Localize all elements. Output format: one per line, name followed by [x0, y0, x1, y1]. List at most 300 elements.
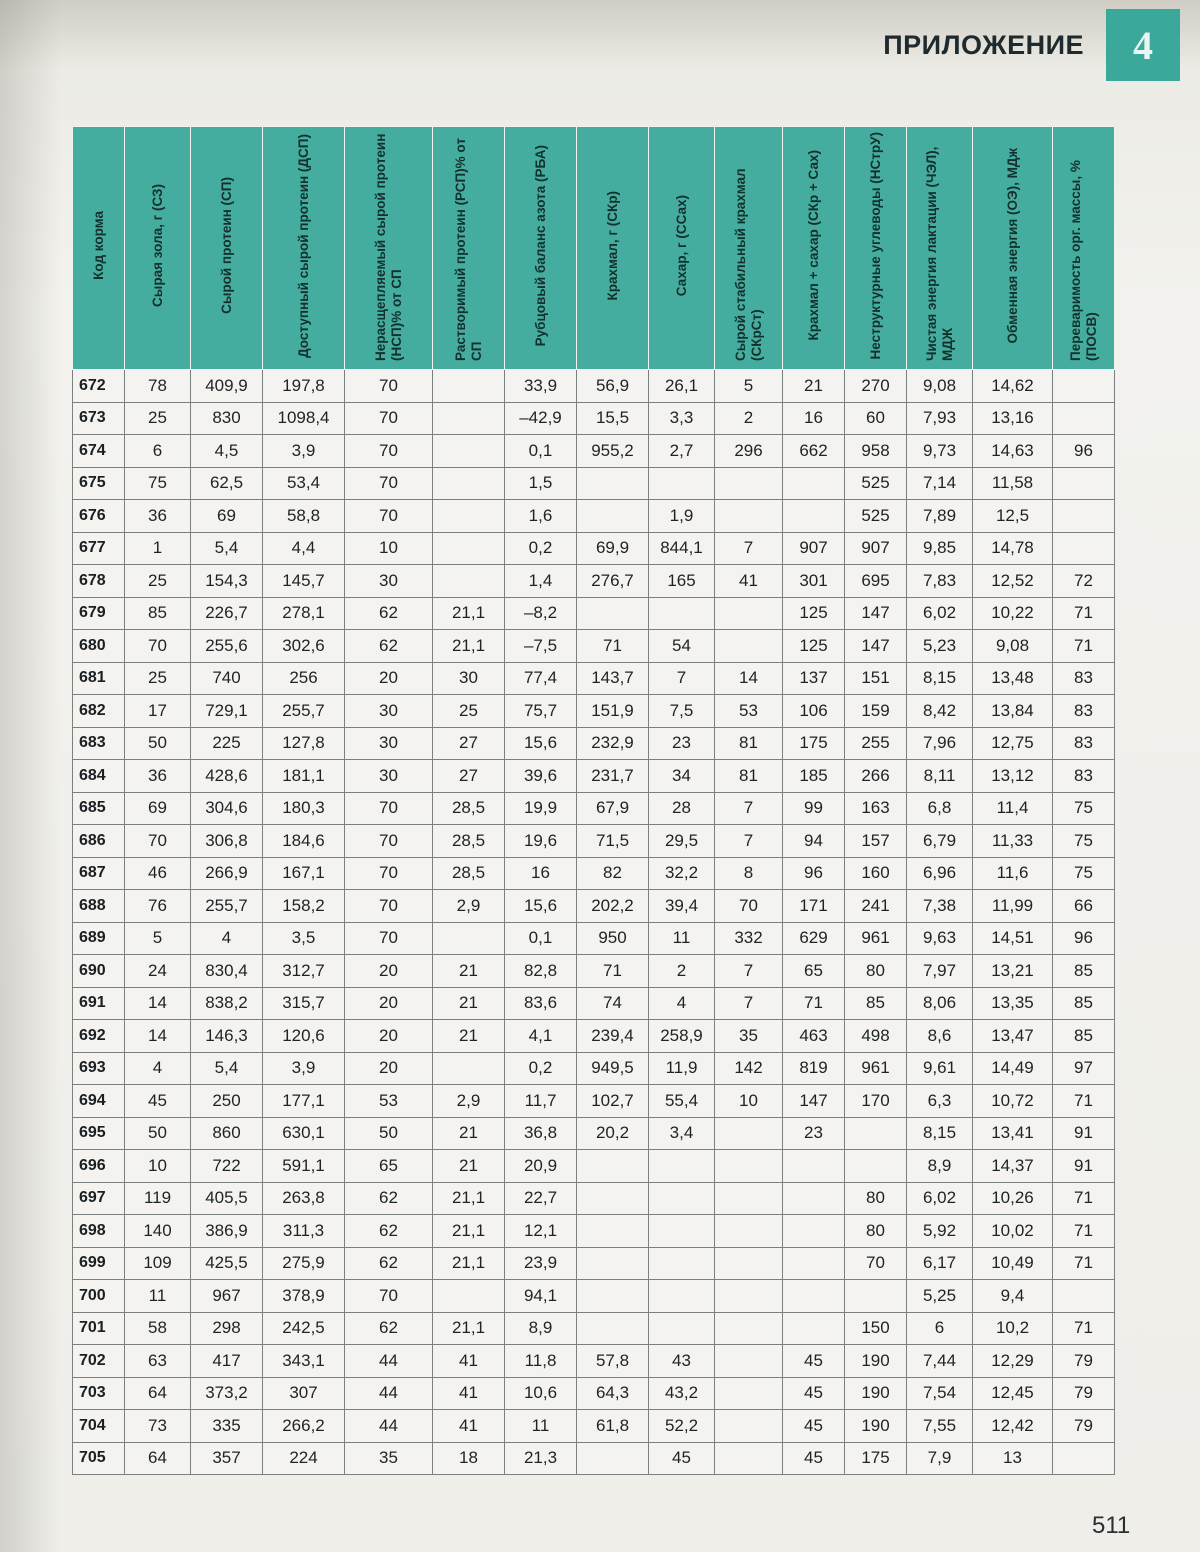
- table-cell: 91: [1053, 1150, 1115, 1183]
- table-cell: 525: [845, 500, 907, 533]
- table-cell: 844,1: [649, 532, 715, 565]
- feed-code-cell: 677: [73, 532, 125, 565]
- table-cell: [1053, 500, 1115, 533]
- table-cell: [577, 1150, 649, 1183]
- table-cell: 263,8: [263, 1182, 345, 1215]
- table-cell: 70: [345, 825, 433, 858]
- table-cell: 67,9: [577, 792, 649, 825]
- table-cell: 8,15: [907, 662, 973, 695]
- table-cell: 332: [715, 922, 783, 955]
- column-header: [577, 127, 649, 370]
- table-cell: 0,1: [505, 435, 577, 468]
- table-cell: 30: [433, 662, 505, 695]
- table-cell: 17: [125, 695, 191, 728]
- table-cell: 729,1: [191, 695, 263, 728]
- table-cell: 20: [345, 1052, 433, 1085]
- column-header-label: Доступный сырой протеин (ДСП): [295, 133, 311, 358]
- table-cell: 11: [505, 1410, 577, 1443]
- table-cell: 819: [783, 1052, 845, 1085]
- table-cell: [715, 1345, 783, 1378]
- table-cell: 71: [577, 630, 649, 663]
- table-cell: 19,9: [505, 792, 577, 825]
- column-header: [345, 127, 433, 370]
- table-cell: 50: [345, 1117, 433, 1150]
- table-cell: 76: [125, 890, 191, 923]
- table-cell: [577, 597, 649, 630]
- table-cell: 7,54: [907, 1377, 973, 1410]
- table-cell: 30: [345, 727, 433, 760]
- table-cell: 3,9: [263, 435, 345, 468]
- column-header: [649, 127, 715, 370]
- table-cell: 20: [345, 1020, 433, 1053]
- table-cell: 25: [433, 695, 505, 728]
- feed-code-cell: 688: [73, 890, 125, 923]
- table-cell: 137: [783, 662, 845, 695]
- table-cell: 83,6: [505, 987, 577, 1020]
- table-cell: 75: [1053, 825, 1115, 858]
- table-cell: 270: [845, 370, 907, 403]
- table-cell: 58,8: [263, 500, 345, 533]
- table-cell: 171: [783, 890, 845, 923]
- feed-code-cell: 698: [73, 1215, 125, 1248]
- table-cell: 165: [649, 565, 715, 598]
- table-cell: 21: [433, 1150, 505, 1183]
- table-cell: 8,11: [907, 760, 973, 793]
- table-cell: 10,22: [973, 597, 1053, 630]
- table-cell: 97: [1053, 1052, 1115, 1085]
- table-cell: 21: [783, 370, 845, 403]
- table-cell: [783, 1280, 845, 1313]
- table-cell: 7,83: [907, 565, 973, 598]
- table-cell: 45: [783, 1442, 845, 1475]
- table-cell: 11,33: [973, 825, 1053, 858]
- table-cell: 28,5: [433, 792, 505, 825]
- table-cell: 3,5: [263, 922, 345, 955]
- table-cell: 55,4: [649, 1085, 715, 1118]
- table-cell: 79: [1053, 1345, 1115, 1378]
- feed-code-cell: 684: [73, 760, 125, 793]
- table-cell: 66: [1053, 890, 1115, 923]
- table-cell: 140: [125, 1215, 191, 1248]
- table-cell: 2,9: [433, 1085, 505, 1118]
- table-cell: 302,6: [263, 630, 345, 663]
- table-cell: [783, 1182, 845, 1215]
- feed-code-cell: 694: [73, 1085, 125, 1118]
- table-cell: 28,5: [433, 825, 505, 858]
- table-cell: 7: [649, 662, 715, 695]
- table-cell: 143,7: [577, 662, 649, 695]
- table-cell: 425,5: [191, 1247, 263, 1280]
- table-cell: 13,16: [973, 402, 1053, 435]
- table-cell: 8,15: [907, 1117, 973, 1150]
- table-cell: 224: [263, 1442, 345, 1475]
- table-cell: 151,9: [577, 695, 649, 728]
- table-cell: 312,7: [263, 955, 345, 988]
- table-cell: 21,1: [433, 597, 505, 630]
- table-cell: 2: [649, 955, 715, 988]
- table-cell: 85: [125, 597, 191, 630]
- table-cell: 961: [845, 922, 907, 955]
- table-cell: 96: [783, 857, 845, 890]
- table-cell: 298: [191, 1312, 263, 1345]
- table-cell: 41: [715, 565, 783, 598]
- table-cell: 21: [433, 1117, 505, 1150]
- table-cell: 9,08: [907, 370, 973, 403]
- table-cell: 6,8: [907, 792, 973, 825]
- table-row: [73, 987, 1115, 1020]
- table-cell: 7: [715, 792, 783, 825]
- table-cell: 373,2: [191, 1377, 263, 1410]
- table-cell: [433, 402, 505, 435]
- table-cell: 830,4: [191, 955, 263, 988]
- table-cell: [1053, 402, 1115, 435]
- table-cell: 6: [907, 1312, 973, 1345]
- table-cell: 80: [845, 1182, 907, 1215]
- table-cell: 71: [1053, 630, 1115, 663]
- table-cell: 417: [191, 1345, 263, 1378]
- table-cell: 20: [345, 662, 433, 695]
- table-cell: 1,6: [505, 500, 577, 533]
- column-header-label: Переваримость орг. массы, % (ПОСВ): [1067, 159, 1099, 361]
- table-cell: 11,6: [973, 857, 1053, 890]
- table-row: [73, 1312, 1115, 1345]
- table-row: [73, 1052, 1115, 1085]
- table-cell: 255,7: [263, 695, 345, 728]
- table-cell: [715, 500, 783, 533]
- table-cell: 190: [845, 1377, 907, 1410]
- table-cell: 180,3: [263, 792, 345, 825]
- table-cell: 12,52: [973, 565, 1053, 598]
- table-cell: [715, 630, 783, 663]
- table-cell: 32,2: [649, 857, 715, 890]
- table-cell: 4: [649, 987, 715, 1020]
- table-cell: [577, 1182, 649, 1215]
- table-cell: 109: [125, 1247, 191, 1280]
- table-cell: 70: [345, 1280, 433, 1313]
- table-cell: 22,7: [505, 1182, 577, 1215]
- table-cell: [845, 1150, 907, 1183]
- table-cell: 463: [783, 1020, 845, 1053]
- table-cell: 15,6: [505, 890, 577, 923]
- table-cell: 61,8: [577, 1410, 649, 1443]
- table-cell: 175: [783, 727, 845, 760]
- table-row: [73, 1345, 1115, 1378]
- table-cell: 71: [783, 987, 845, 1020]
- table-cell: –42,9: [505, 402, 577, 435]
- feed-code-cell: 675: [73, 467, 125, 500]
- table-cell: 39,4: [649, 890, 715, 923]
- column-header: [1053, 127, 1115, 370]
- table-cell: 70: [345, 890, 433, 923]
- table-cell: 71: [1053, 597, 1115, 630]
- table-cell: 14,49: [973, 1052, 1053, 1085]
- table-cell: 5,25: [907, 1280, 973, 1313]
- table-cell: [783, 500, 845, 533]
- table-cell: 232,9: [577, 727, 649, 760]
- table-cell: 163: [845, 792, 907, 825]
- table-cell: 9,61: [907, 1052, 973, 1085]
- table-cell: 53: [715, 695, 783, 728]
- table-cell: 43,2: [649, 1377, 715, 1410]
- table-cell: [649, 597, 715, 630]
- table-cell: 278,1: [263, 597, 345, 630]
- table-cell: 8,9: [907, 1150, 973, 1183]
- table-cell: 62: [345, 1215, 433, 1248]
- table-cell: 25: [125, 662, 191, 695]
- table-cell: 39,6: [505, 760, 577, 793]
- table-cell: 275,9: [263, 1247, 345, 1280]
- table-cell: 70: [345, 922, 433, 955]
- feed-table-container: [72, 126, 1114, 1475]
- table-cell: 79: [1053, 1377, 1115, 1410]
- table-row: [73, 1215, 1115, 1248]
- table-cell: [715, 1442, 783, 1475]
- table-cell: 53,4: [263, 467, 345, 500]
- table-cell: 4,5: [191, 435, 263, 468]
- table-cell: 41: [433, 1377, 505, 1410]
- feed-code-cell: 678: [73, 565, 125, 598]
- table-cell: 307: [263, 1377, 345, 1410]
- table-cell: 662: [783, 435, 845, 468]
- table-cell: 69: [125, 792, 191, 825]
- table-cell: [649, 1280, 715, 1313]
- table-cell: 64: [125, 1377, 191, 1410]
- table-cell: 80: [845, 955, 907, 988]
- table-header: [73, 127, 1115, 370]
- table-cell: [577, 1442, 649, 1475]
- table-cell: 955,2: [577, 435, 649, 468]
- feed-code-cell: 705: [73, 1442, 125, 1475]
- table-cell: [1053, 467, 1115, 500]
- column-header-label: Нерасщепляемый сырой протеин (НСП)% от СП: [372, 133, 404, 361]
- table-cell: 33,9: [505, 370, 577, 403]
- column-header-label: Код корма: [90, 211, 106, 280]
- table-cell: 14,63: [973, 435, 1053, 468]
- feed-code-cell: 699: [73, 1247, 125, 1280]
- table-cell: [433, 467, 505, 500]
- table-cell: 77,4: [505, 662, 577, 695]
- table-cell: 75,7: [505, 695, 577, 728]
- table-cell: 157: [845, 825, 907, 858]
- table-cell: 630,1: [263, 1117, 345, 1150]
- table-cell: 6,02: [907, 597, 973, 630]
- table-cell: 7,93: [907, 402, 973, 435]
- table-cell: 71: [1053, 1085, 1115, 1118]
- table-row: [73, 1020, 1115, 1053]
- column-header-label: Рубцовый баланс азота (РБА): [532, 144, 548, 347]
- table-cell: 7: [715, 532, 783, 565]
- table-cell: 45: [783, 1345, 845, 1378]
- table-cell: 6,96: [907, 857, 973, 890]
- table-cell: 69: [191, 500, 263, 533]
- table-cell: 11,99: [973, 890, 1053, 923]
- table-cell: [715, 1150, 783, 1183]
- table-cell: 4,4: [263, 532, 345, 565]
- table-cell: 197,8: [263, 370, 345, 403]
- table-cell: 907: [783, 532, 845, 565]
- table-cell: [715, 1247, 783, 1280]
- table-cell: [1053, 1442, 1115, 1475]
- table-cell: 3,4: [649, 1117, 715, 1150]
- table-cell: 52,2: [649, 1410, 715, 1443]
- table-row: [73, 1085, 1115, 1118]
- table-cell: 5,4: [191, 1052, 263, 1085]
- table-cell: 2: [715, 402, 783, 435]
- table-cell: 28,5: [433, 857, 505, 890]
- table-cell: 255,7: [191, 890, 263, 923]
- table-cell: 961: [845, 1052, 907, 1085]
- table-cell: 64: [125, 1442, 191, 1475]
- table-cell: 498: [845, 1020, 907, 1053]
- table-cell: 62: [345, 630, 433, 663]
- column-header-label: Чистая энергия лактации (ЧЭЛ), МДЖ: [923, 146, 955, 361]
- table-cell: 10: [345, 532, 433, 565]
- feed-code-cell: 701: [73, 1312, 125, 1345]
- table-cell: [649, 1150, 715, 1183]
- table-cell: 62: [345, 1312, 433, 1345]
- table-cell: 6,17: [907, 1247, 973, 1280]
- table-row: [73, 1442, 1115, 1475]
- table-row: [73, 857, 1115, 890]
- table-cell: 23: [783, 1117, 845, 1150]
- table-cell: 159: [845, 695, 907, 728]
- table-cell: 306,8: [191, 825, 263, 858]
- table-cell: 125: [783, 597, 845, 630]
- table-cell: 315,7: [263, 987, 345, 1020]
- table-cell: 11,4: [973, 792, 1053, 825]
- table-cell: 62: [345, 1182, 433, 1215]
- feed-code-cell: 680: [73, 630, 125, 663]
- column-header-label: Сырой протеин (СП): [218, 177, 234, 314]
- table-cell: 0,2: [505, 1052, 577, 1085]
- table-row: [73, 890, 1115, 923]
- table-cell: 20: [345, 955, 433, 988]
- table-cell: 629: [783, 922, 845, 955]
- table-cell: [1053, 370, 1115, 403]
- table-cell: 10: [125, 1150, 191, 1183]
- column-header: [973, 127, 1053, 370]
- column-header-label: Неструктурные углеводы (НСтрУ): [867, 131, 883, 360]
- table-cell: [715, 1215, 783, 1248]
- feed-code-cell: 681: [73, 662, 125, 695]
- table-cell: 58: [125, 1312, 191, 1345]
- table-cell: 71: [577, 955, 649, 988]
- table-cell: 14,78: [973, 532, 1053, 565]
- feed-code-cell: 697: [73, 1182, 125, 1215]
- table-cell: 175: [845, 1442, 907, 1475]
- table-cell: 1: [125, 532, 191, 565]
- table-cell: 80: [845, 1215, 907, 1248]
- table-cell: 7,9: [907, 1442, 973, 1475]
- table-cell: 296: [715, 435, 783, 468]
- table-cell: 71,5: [577, 825, 649, 858]
- table-cell: 9,85: [907, 532, 973, 565]
- table-cell: 72: [1053, 565, 1115, 598]
- table-cell: 0,1: [505, 922, 577, 955]
- feed-code-cell: 672: [73, 370, 125, 403]
- table-cell: 11: [649, 922, 715, 955]
- table-cell: 5,92: [907, 1215, 973, 1248]
- table-cell: 81: [715, 760, 783, 793]
- table-cell: 15,6: [505, 727, 577, 760]
- table-cell: 4: [191, 922, 263, 955]
- column-header: [715, 127, 783, 370]
- table-row: [73, 662, 1115, 695]
- table-cell: 94,1: [505, 1280, 577, 1313]
- table-cell: [577, 1280, 649, 1313]
- table-cell: 13,12: [973, 760, 1053, 793]
- table-cell: 591,1: [263, 1150, 345, 1183]
- feed-code-cell: 702: [73, 1345, 125, 1378]
- table-cell: 85: [845, 987, 907, 1020]
- table-cell: 6,3: [907, 1085, 973, 1118]
- table-cell: 3,3: [649, 402, 715, 435]
- table-cell: 10,26: [973, 1182, 1053, 1215]
- table-cell: 14,37: [973, 1150, 1053, 1183]
- column-header: [783, 127, 845, 370]
- table-cell: 7: [715, 825, 783, 858]
- table-cell: 62,5: [191, 467, 263, 500]
- table-cell: 18: [433, 1442, 505, 1475]
- column-header: [125, 127, 191, 370]
- column-header-label: Растворимый протеин (РСП)% от СП: [452, 137, 484, 361]
- table-cell: [715, 1410, 783, 1443]
- table-cell: [1053, 1280, 1115, 1313]
- table-cell: [433, 565, 505, 598]
- feed-code-cell: 695: [73, 1117, 125, 1150]
- table-cell: 11,8: [505, 1345, 577, 1378]
- column-header-label: Сырой стабильный крахмал (СКрСт): [732, 167, 764, 361]
- feed-code-cell: 693: [73, 1052, 125, 1085]
- table-cell: 7,44: [907, 1345, 973, 1378]
- table-cell: [845, 1117, 907, 1150]
- table-cell: 53: [345, 1085, 433, 1118]
- table-cell: 241: [845, 890, 907, 923]
- table-cell: 14: [125, 987, 191, 1020]
- table-cell: [649, 467, 715, 500]
- table-cell: 71: [1053, 1215, 1115, 1248]
- table-cell: 4,1: [505, 1020, 577, 1053]
- feed-code-cell: 703: [73, 1377, 125, 1410]
- feed-code-cell: 676: [73, 500, 125, 533]
- table-cell: 7: [715, 955, 783, 988]
- table-cell: 13,48: [973, 662, 1053, 695]
- table-cell: 21,3: [505, 1442, 577, 1475]
- table-cell: 7,89: [907, 500, 973, 533]
- table-cell: 8,42: [907, 695, 973, 728]
- table-cell: 7,14: [907, 467, 973, 500]
- table-cell: 35: [715, 1020, 783, 1053]
- table-cell: 99: [783, 792, 845, 825]
- table-cell: 70: [125, 825, 191, 858]
- table-cell: 181,1: [263, 760, 345, 793]
- table-cell: 160: [845, 857, 907, 890]
- table-cell: 70: [345, 500, 433, 533]
- table-cell: [715, 1182, 783, 1215]
- table-row: [73, 1280, 1115, 1313]
- table-row: [73, 922, 1115, 955]
- table-cell: 255,6: [191, 630, 263, 663]
- table-cell: 106: [783, 695, 845, 728]
- table-cell: [845, 1280, 907, 1313]
- table-cell: 30: [345, 565, 433, 598]
- table-cell: 9,4: [973, 1280, 1053, 1313]
- table-cell: 45: [649, 1442, 715, 1475]
- column-header-label: Сырая зола, г (СЗ): [149, 184, 165, 307]
- table-cell: 82: [577, 857, 649, 890]
- table-cell: 5: [715, 370, 783, 403]
- table-row: [73, 500, 1115, 533]
